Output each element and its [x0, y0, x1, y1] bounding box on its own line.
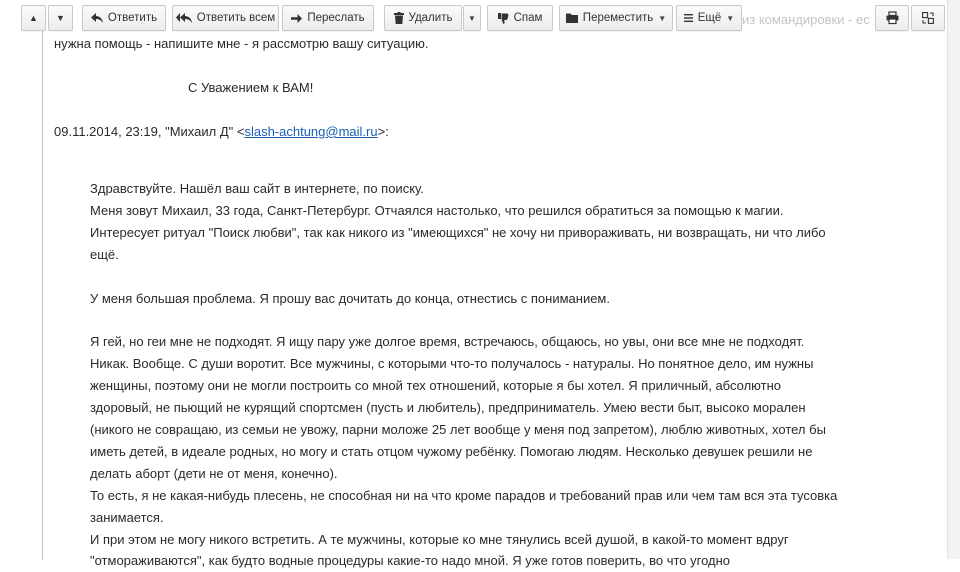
print-button[interactable]: [875, 5, 909, 31]
scrollbar-track[interactable]: [947, 0, 960, 559]
quoted-line: Интересует ритуал "Поиск любви", так как никого из "имеющихся" не хочу ни привораживать, ни возвращать, ни что либо: [90, 225, 826, 240]
quoted-line: "отмораживаются", как будто водные процедуры какие-то надо мной. Я уже готов поверить, во что угодно: [90, 553, 731, 568]
quoted-line: И при этом не могу никого встретить. А те мужчины, которые ко мне тянулись всей душой, в какой-то момент вдруг: [90, 532, 789, 547]
quoted-line: У меня большая проблема. Я прошу вас дочитать до конца, отнестись с пониманием.: [90, 291, 610, 306]
forward-icon: [291, 14, 302, 23]
message-toolbar: [0, 0, 960, 36]
trash-icon: [394, 12, 404, 24]
quoted-line: делать аборт (дети не от меня, конечно).: [90, 466, 338, 481]
quote-header: [54, 121, 389, 143]
reply-label: Ответить: [107, 12, 158, 24]
quoted-line: ещё.: [90, 247, 119, 262]
reply-icon: [91, 13, 103, 23]
quoted-line: (никого не совращаю, из семьи не увожу, парни моложе 25 лет вообще у меня под запретом), люблю животных, хотел бы: [90, 422, 826, 437]
folder-icon: [566, 13, 578, 23]
spam-button[interactable]: [487, 5, 553, 31]
move-button[interactable]: [559, 5, 673, 31]
prev-message-button[interactable]: [21, 5, 46, 31]
reply-all-label: Ответить всем: [196, 12, 276, 24]
expand-icon: [922, 12, 934, 24]
chevron-down-icon: ▼: [468, 13, 476, 23]
arrow-up-icon: ▲: [29, 13, 38, 23]
sender-email-link[interactable]: slash-achtung@mail.ru: [244, 124, 378, 139]
quoted-line: Никак. Вообще. С души воротит. Все мужчины, с которыми что-то получалось - натуралы. Но понятное дело, им нужны: [90, 356, 814, 371]
chevron-down-icon: ▼: [726, 13, 735, 23]
quote-header-suffix: >:: [377, 124, 389, 139]
signature-line: С Уважением к ВАМ!: [188, 80, 314, 95]
forward-button[interactable]: [282, 5, 374, 31]
reply-button[interactable]: [82, 5, 166, 31]
chevron-down-icon: ▼: [658, 13, 667, 23]
arrow-down-icon: ▼: [56, 13, 65, 23]
quote-border: [42, 30, 43, 560]
quote-header-prefix: 09.11.2014, 23:19, "Михаил Д" <: [54, 124, 245, 139]
quoted-line: То есть, я не какая-нибудь плесень, не способная ни на что кроме парадов и требований прав или чем там вся эта тусовка: [90, 488, 838, 503]
forward-label: Переслать: [307, 12, 365, 24]
delete-button[interactable]: [384, 5, 462, 31]
quoted-line: Здравствуйте. Нашёл ваш сайт в интернете, по поиску.: [90, 181, 424, 196]
background-subject-text: из командировки - ес: [742, 12, 870, 27]
move-label: Переместить: [582, 12, 654, 24]
quoted-line: здоровый, не пьющий не курящий спортсмен (пусть и любитель), предприниматель. Умею вести быт, высоко морален: [90, 400, 806, 415]
menu-icon: [684, 14, 693, 22]
spam-label: Спам: [513, 12, 543, 24]
more-button[interactable]: [676, 5, 742, 31]
next-message-button[interactable]: [48, 5, 73, 31]
quoted-line: Меня зовут Михаил, 33 года, Санкт-Петербург. Отчаялся настолько, что решился обратиться за помощью к магии.: [90, 203, 784, 218]
quoted-line: женщины, поэтому они не могли построить со мной тех отношений, которые я бы хотел. Я приличный, абсолютно: [90, 378, 781, 393]
printer-icon: [886, 12, 899, 24]
quoted-line: иметь детей, в идеале родных, но могу и стать отцом чужому ребёнку. Помогаю людям. Несколько девушек решили не: [90, 444, 813, 459]
quoted-line: Я гей, но геи мне не подходят. Я ищу пару уже долгое время, встречаюсь, общаюсь, но увы, они все мне не подходят.: [90, 334, 805, 349]
delete-label: Удалить: [408, 12, 453, 24]
thumbs-down-icon: [498, 13, 509, 24]
reply-all-icon: [176, 13, 192, 23]
more-label: Ещё: [697, 12, 722, 24]
reply-all-button[interactable]: [172, 5, 279, 31]
delete-options-button[interactable]: [463, 5, 481, 31]
quoted-line: занимается.: [90, 510, 164, 525]
expand-button[interactable]: [911, 5, 945, 31]
body-line: нужна помощь - напишите мне - я рассмотрю вашу ситуацию.: [54, 36, 429, 51]
